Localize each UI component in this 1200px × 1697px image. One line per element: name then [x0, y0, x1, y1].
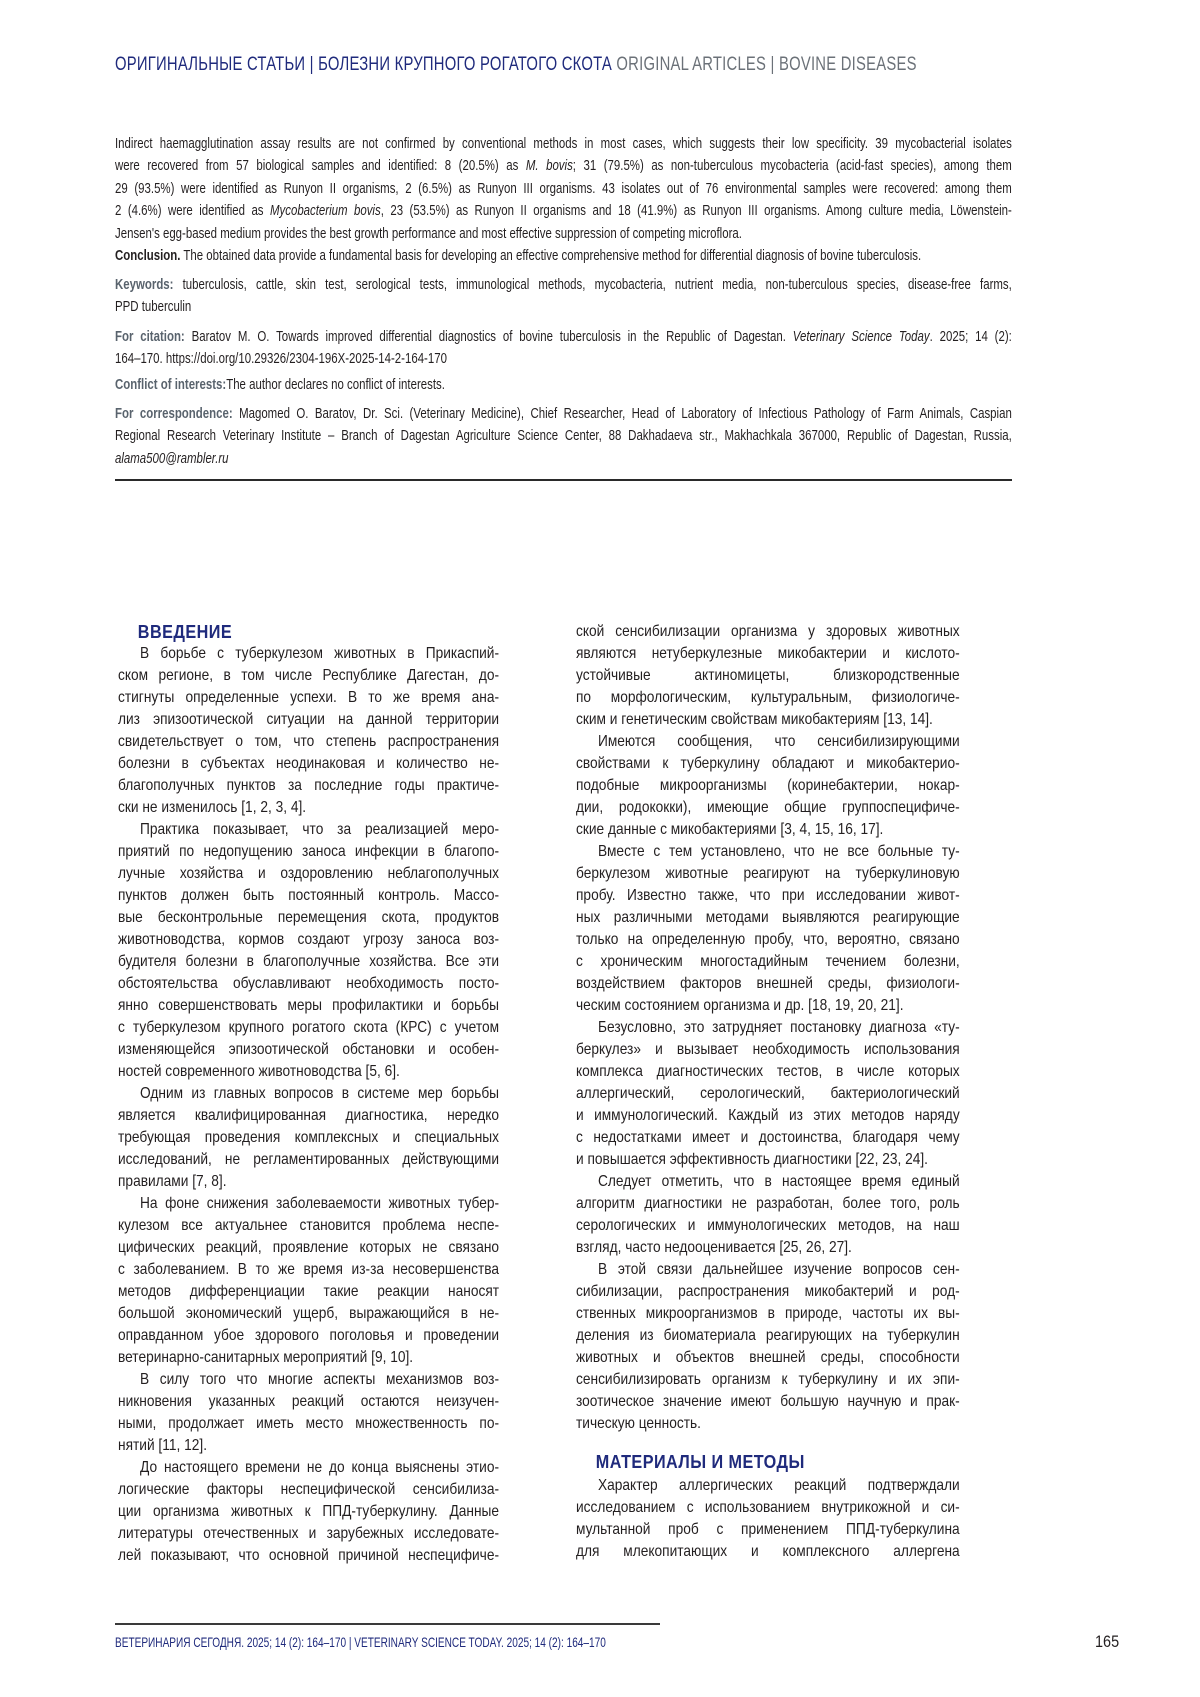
text-line: мультанной проб с применением ППД-туберкулина: [576, 1519, 960, 1541]
text-line: ски не изменилось [1, 2, 3, 4].: [118, 797, 499, 819]
text-line: зоотическое значение имеют большую научную и прак-: [576, 1391, 960, 1413]
text-line: Одним из главных вопросов в системе мер борьбы: [118, 1083, 499, 1105]
text-line: литературы отечественных и зарубежных исследовате-: [118, 1523, 499, 1545]
text-line: подобные микроорганизмы (коринебактерии, нокар-: [576, 775, 960, 797]
left-column: [118, 621, 551, 1567]
text-line: являются нетуберкулезные микобактерии и кислото-: [576, 643, 960, 665]
text-run: 2 (4.6%) were identified as: [115, 203, 270, 219]
text-run: , 23 (53.5%) as Runyon II organisms and 18 (41.9%) as Runyon III organisms. Among culture media, Löwenstein-: [381, 203, 1012, 219]
paragraph: [576, 621, 1012, 731]
text-line: только на определенную пробу, что, вероятно, связано: [576, 929, 960, 951]
abstract-line: [115, 200, 1012, 222]
text-run: 164–170. https://doi.org/10.29326/2304-196X-2025-14-2-164-170: [115, 351, 447, 367]
running-header-en: ORIGINAL ARTICLES | BOVINE DISEASES: [616, 54, 916, 75]
paragraph: [118, 1083, 551, 1193]
text-line: деления из биоматериала реагирующих на туберкулин: [576, 1325, 960, 1347]
text-line: требующая проведения комплексных и специальных: [118, 1127, 499, 1149]
text-run: were recovered from 57 biological samples and identified: 8 (20.5%) as: [115, 158, 526, 174]
section-label: For correspondence:: [115, 406, 233, 422]
text-line: ском регионе, в том числе Республике Дагестан, до-: [118, 665, 499, 687]
text-line: свидетельствует о том, что степень распространения: [118, 731, 499, 753]
text-line: беркулезом животные реагируют на туберкулиновую: [576, 863, 960, 885]
abstract-line: [115, 448, 1012, 470]
text-line: дии, родококки), имеющие общие группоспецифиче-: [576, 797, 960, 819]
text-line: и повышается эффективность диагностики [22, 23, 24].: [576, 1149, 960, 1171]
text-line: ных различными методами выявляются реагирующие: [576, 907, 960, 929]
keywords: [115, 274, 1012, 319]
text-line: Имеются сообщения, что сенсибилизирующими: [576, 731, 960, 753]
text-line: беркулез» и вызывает необходимость использования: [576, 1039, 960, 1061]
text-line: никновения указанных реакций остаются неизучен-: [118, 1391, 499, 1413]
text-line: свойствами к туберкулину обладают и микобактерио-: [576, 753, 960, 775]
italic-text: Mycobacterium bovis: [270, 203, 381, 219]
text-line: благополучных пунктов за последние годы практиче-: [118, 775, 499, 797]
text-line: ческим состоянием организма и др. [18, 19, 20, 21].: [576, 995, 960, 1017]
abstract-line: [115, 223, 1012, 245]
text-line: На фоне снижения заболеваемости животных тубер-: [118, 1193, 499, 1215]
running-header-ru: ОРИГИНАЛЬНЫЕ СТАТЬИ | БОЛЕЗНИ КРУПНОГО РОГАТОГО СКОТА: [115, 54, 612, 75]
text-line: логические факторы неспецифической сенсибилиза-: [118, 1479, 499, 1501]
citation: [115, 326, 1012, 371]
abstract-line: [115, 178, 1012, 200]
text-line: ские данные с микобактериями [3, 4, 15, 16, 17].: [576, 819, 960, 841]
section-label: Keywords:: [115, 277, 173, 293]
text-line: для млекопитающих и комплексного аллергена: [576, 1541, 960, 1563]
text-line: с хроническим многостадийным течением болезни,: [576, 951, 960, 973]
abstract-line: [115, 326, 1012, 348]
italic-text: alama500@rambler.ru: [115, 451, 229, 467]
text-run: Jensen's egg-based medium provides the best growth performance and most effective suppression of competing microflora.: [115, 226, 742, 242]
section-label: Conclusion.: [115, 248, 180, 264]
text-line: изменяющейся эпизоотической обстановки и особен-: [118, 1039, 499, 1061]
section-heading: МАТЕРИАЛЫ И МЕТОДЫ: [576, 1449, 968, 1475]
text-line: воздействием факторов внешней среды, физиологи-: [576, 973, 960, 995]
text-line: взгляд, часто недооценивается [25, 26, 27].: [576, 1237, 960, 1259]
section-label: For citation:: [115, 329, 185, 345]
text-line: устойчивые актиномицеты, близкородственные: [576, 665, 960, 687]
text-line: большой экономический ущерб, выражающийся в не-: [118, 1303, 499, 1325]
abstract-line: [115, 348, 1012, 370]
text-line: В силу того что многие аспекты механизмов воз-: [118, 1369, 499, 1391]
paragraph: [118, 1369, 551, 1457]
paragraph: [118, 819, 551, 1083]
text-line: тическую ценность.: [576, 1413, 960, 1435]
text-line: обстоятельства обуславливают необходимость посто-: [118, 973, 499, 995]
text-line: ской сенсибилизации организма у здоровых животных: [576, 621, 960, 643]
text-line: комплекса диагностических тестов, в числе которых: [576, 1061, 960, 1083]
abstract-line: [115, 245, 1012, 267]
abstract-line: [115, 274, 1012, 296]
paragraph: [118, 1193, 551, 1369]
text-line: животных и объектов внешней среды, способности: [576, 1347, 960, 1369]
abstract-conclusion: [115, 245, 1012, 267]
text-run: Baratov M. O. Towards improved differential diagnostics of bovine tuberculosis in the Republic of Dagestan.: [185, 329, 793, 345]
footer-journal: ВЕТЕРИНАРИЯ СЕГОДНЯ. 2025; 14 (2): 164–170 | VETERINARY SCIENCE TODAY. 2025; 14 (2): 164–170: [115, 1634, 606, 1650]
section-label: Conflict of interests:: [115, 377, 226, 393]
text-line: исследованием с использованием внутрикожной и си-: [576, 1497, 960, 1519]
text-line: сенсибилизировать организм к туберкулину и их эпи-: [576, 1369, 960, 1391]
text-run: 29 (93.5%) were identified as Runyon II organisms, 2 (6.5%) as Runyon III organisms. 43 isolates out of 76 environmental samples were recovered: among them: [115, 181, 1012, 197]
text-run: tuberculosis, cattle, skin test, serological tests, immunological methods, mycobacteria, nutrient media, non-tuberculous species, disease-free farms,: [173, 277, 1011, 293]
text-line: пунктов должен быть постоянный контроль. Массо-: [118, 885, 499, 907]
text-run: The obtained data provide a fundamental basis for developing an effective comprehensive method for differential diagnosis of bovine tuberculosis.: [180, 248, 921, 264]
text-run: The author declares no conflict of interests.: [226, 377, 445, 393]
text-line: стигнуты определенные успехи. В то же время ана-: [118, 687, 499, 709]
text-line: ностей современного животноводства [5, 6].: [118, 1061, 499, 1083]
italic-text: Veterinary Science Today: [793, 329, 930, 345]
text-line: и иммунологический. Каждый из этих методов наряду: [576, 1105, 960, 1127]
text-line: цифических реакций, проявление которых не связано: [118, 1237, 499, 1259]
text-line: оправданном убое здорового поголовья и проведении: [118, 1325, 499, 1347]
section-heading: ВВЕДЕНИЕ: [118, 621, 508, 643]
text-line: по морфологическим, культуральным, физиологиче-: [576, 687, 960, 709]
text-line: Вместе с тем установлено, что не все больные ту-: [576, 841, 960, 863]
text-line: Безусловно, это затрудняет постановку диагноза «ту-: [576, 1017, 960, 1039]
footer-divider: [115, 1623, 660, 1625]
text-line: исследований, не регламентированных действующими: [118, 1149, 499, 1171]
text-line: ции организма животных к ППД-туберкулину. Данные: [118, 1501, 499, 1523]
abstract-line: [115, 133, 1012, 155]
page-number: 165: [1095, 1632, 1119, 1652]
paragraph: [576, 841, 1012, 1017]
text-line: ственных микроорганизмов в природе, частоты их вы-: [576, 1303, 960, 1325]
abstract-results: [115, 133, 1012, 245]
text-line: приятий по недопущению заноса инфекции в благопо-: [118, 841, 499, 863]
text-line: В борьбе с туберкулезом животных в Прикаспий-: [118, 643, 499, 665]
running-header: [115, 54, 917, 76]
abstract-divider: [115, 479, 1012, 481]
text-line: аллергический, серологический, бактериологический: [576, 1083, 960, 1105]
text-line: лей показывают, что основной причиной неспецифиче-: [118, 1545, 499, 1567]
text-line: является квалифицированная диагностика, нередко: [118, 1105, 499, 1127]
text-line: лиз эпизоотической ситуации на данной территории: [118, 709, 499, 731]
text-line: пробу. Известно также, что при исследовании живот-: [576, 885, 960, 907]
paragraph: [118, 643, 551, 819]
paragraph: [576, 731, 1012, 841]
text-run: Magomed O. Baratov, Dr. Sci. (Veterinary Medicine), Chief Researcher, Head of Laboratory of Infectious Pathology of Farm Animals, Caspian: [233, 406, 1012, 422]
abstract-line: [115, 155, 1012, 177]
text-line: с заболеванием. В то же время из-за несовершенства: [118, 1259, 499, 1281]
abstract-line: [115, 296, 1012, 318]
text-line: лучные хозяйства и оздоровлению неблагополучных: [118, 863, 499, 885]
text-line: Следует отметить, что в настоящее время единый: [576, 1171, 960, 1193]
paragraph: [118, 1457, 551, 1567]
text-line: с туберкулезом крупного рогатого скота (КРС) с учетом: [118, 1017, 499, 1039]
text-line: вые бесконтрольные перемещения скота, продуктов: [118, 907, 499, 929]
italic-text: M. bovis: [526, 158, 573, 174]
paragraph: [576, 1259, 1012, 1435]
text-run: PPD tuberculin: [115, 299, 191, 315]
abstract-line: [115, 374, 1012, 396]
abstract-line: [115, 425, 1012, 447]
text-line: ветеринарно-санитарных мероприятий [9, 10].: [118, 1347, 499, 1369]
text-line: ским и генетическим свойствам микобактериям [13, 14].: [576, 709, 960, 731]
correspondence: [115, 403, 1012, 470]
text-line: Практика показывает, что за реализацией меро-: [118, 819, 499, 841]
text-line: нятий [11, 12].: [118, 1435, 499, 1457]
text-line: До настоящего времени не до конца выяснены этио-: [118, 1457, 499, 1479]
text-line: болезни в субъектах неодинаковая и количество не-: [118, 753, 499, 775]
text-line: янно совершенствовать меры профилактики и борьбы: [118, 995, 499, 1017]
text-line: алгоритм диагностики не разработан, более того, роль: [576, 1193, 960, 1215]
text-line: животноводства, кормов создают угрозу заноса воз-: [118, 929, 499, 951]
text-line: В этой связи дальнейшее изучение вопросов сен-: [576, 1259, 960, 1281]
text-run: ; 31 (79.5%) as non-tuberculous mycobacteria (acid-fast species), among them: [573, 158, 1012, 174]
text-line: серологических и иммунологических методов, на наш: [576, 1215, 960, 1237]
right-column: [576, 621, 1012, 1563]
text-line: правилами [7, 8].: [118, 1171, 499, 1193]
conflict-of-interests: [115, 374, 1012, 396]
text-line: сибилизации, распространения микобактерий и род-: [576, 1281, 960, 1303]
text-line: методов дифференциации такие реакции наносят: [118, 1281, 499, 1303]
paragraph: [576, 1017, 1012, 1171]
text-run: Indirect haemagglutination assay results are not confirmed by conventional methods in most cases, which suggests their low specificity. 39 mycobacterial isolates: [115, 136, 1012, 152]
text-line: ными, продолжает иметь место множественность по-: [118, 1413, 499, 1435]
text-line: с недостатками имеет и достоинства, благодаря чему: [576, 1127, 960, 1149]
text-run: . 2025; 14 (2):: [930, 329, 1012, 345]
abstract-line: [115, 403, 1012, 425]
paragraph: [576, 1171, 1012, 1259]
text-line: Характер аллергических реакций подтверждали: [576, 1475, 960, 1497]
text-line: будителя болезни в благополучные хозяйства. Все эти: [118, 951, 499, 973]
text-line: кулезом все актуальнее становится проблема неспе-: [118, 1215, 499, 1237]
paragraph: [576, 1475, 1012, 1563]
text-run: Regional Research Veterinary Institute – Branch of Dagestan Agriculture Science Center, 88 Dakhadaeva str., Makhachkala 367000, Republic of Dagestan, Russia,: [115, 428, 1012, 444]
